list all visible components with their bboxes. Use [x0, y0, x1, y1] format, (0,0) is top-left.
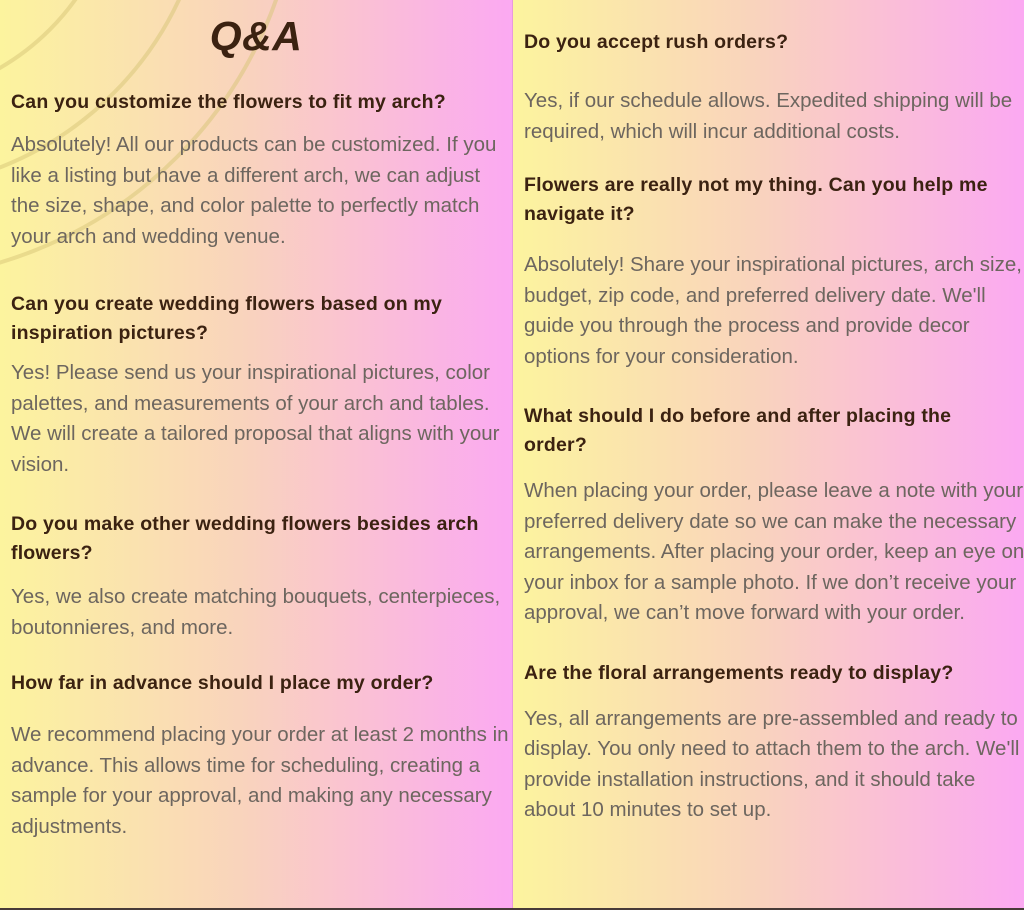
faq-answer: Yes, if our schedule allows. Expedited shipping will be required, which will incur additional costs. [524, 89, 1013, 143]
faq-answer: Absolutely! Share your inspirational pictures, arch size, budget, zip code, and preferred delivery date. We'll guide you through the process and provide decor options for your consideration. [524, 253, 1022, 368]
faq-answer: Yes, we also create matching bouquets, centerpieces, boutonnieres, and more. [11, 585, 501, 639]
faq-question: What should I do before and after placing the order? [524, 405, 952, 456]
faq-answer: Yes! Please send us your inspirational pictures, color palettes, and measurements of your arch and tables. We will create a tailored proposal that aligns with your vision. [11, 361, 500, 476]
faq-question: Do you make other wedding flowers besides arch flowers? [11, 513, 479, 564]
faq-question: Are the floral arrangements ready to display? [524, 661, 954, 684]
faq-answer: Yes, all arrangements are pre-assembled and ready to display. You only need to attach them to the arch. We'll provide installation instructions, and it should take about 10 minutes to set up. [524, 706, 1020, 821]
faq-answer: We recommend placing your order at least 2 months in advance. This allows time for scheduling, creating a sample for your approval, and making any necessary adjustments. [11, 723, 509, 838]
right-column [512, 0, 1024, 910]
faq-question: Can you create wedding flowers based on my inspiration pictures? [11, 293, 443, 344]
faq-question: Do you accept rush orders? [524, 31, 789, 53]
faq-question: How far in advance should I place my order? [11, 672, 434, 694]
faq-answer: When placing your order, please leave a note with your preferred delivery date so we can make the necessary arrangements. After placing your order, keep an eye on your inbox for a sample photo. If we don’t receive your approval, we can’t move forward with your order. [524, 479, 1024, 624]
faq-answer: Absolutely! All our products can be customized. If you like a listing but have a different arch, we can adjust the size, shape, and color palette to perfectly match your arch and wedding venue. [11, 133, 497, 248]
faq-question: Flowers are really not my thing. Can you help me navigate it? [524, 174, 988, 225]
faq-question: Can you customize the flowers to fit my arch? [11, 91, 446, 113]
page-title: Q&A [209, 13, 303, 59]
